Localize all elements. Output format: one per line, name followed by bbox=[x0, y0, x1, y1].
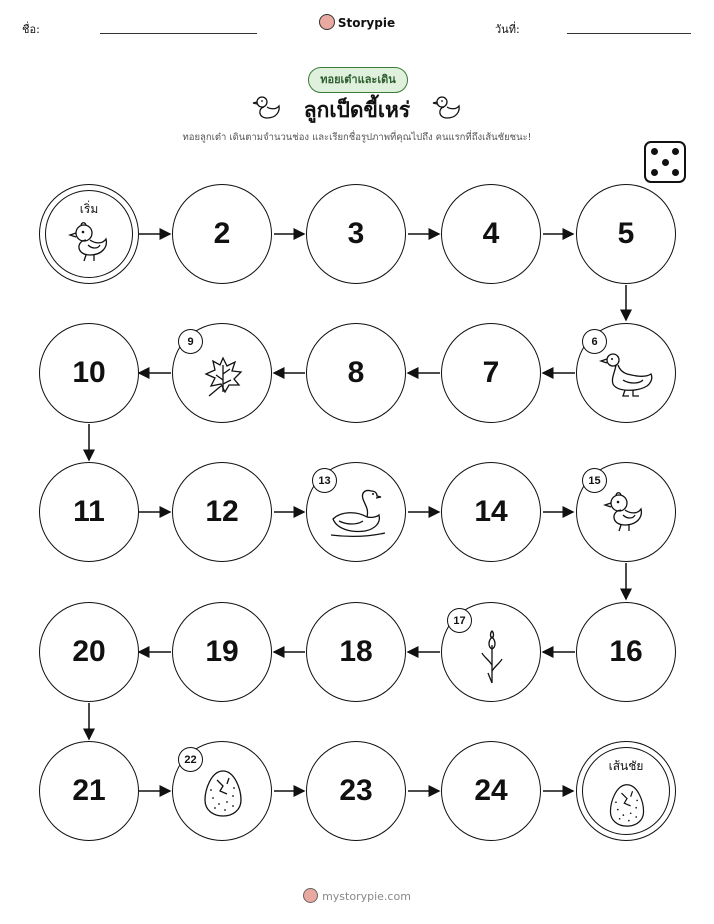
space-8[interactable] bbox=[306, 323, 406, 423]
space-5[interactable] bbox=[576, 184, 676, 284]
game-type-pill: ทอยเต๋าและเดิน bbox=[308, 67, 408, 93]
space-badge: 13 bbox=[312, 468, 337, 493]
space-9[interactable] bbox=[172, 323, 272, 423]
space-3[interactable] bbox=[306, 184, 406, 284]
footer bbox=[0, 888, 714, 903]
space-10[interactable] bbox=[39, 323, 139, 423]
space-number: 19 bbox=[205, 635, 239, 668]
space-11[interactable] bbox=[39, 462, 139, 562]
space-number: 4 bbox=[482, 217, 500, 250]
duckling-icon bbox=[603, 491, 649, 535]
space-23[interactable] bbox=[306, 741, 406, 841]
space-number: 5 bbox=[617, 217, 635, 250]
reed-icon bbox=[478, 625, 506, 685]
space-17[interactable] bbox=[441, 602, 541, 702]
space-badge: 15 bbox=[582, 468, 607, 493]
space-badge: 22 bbox=[178, 747, 203, 772]
date-label: วันที่: bbox=[495, 23, 520, 36]
space-16[interactable] bbox=[576, 602, 676, 702]
space-19[interactable] bbox=[172, 602, 272, 702]
space-22[interactable] bbox=[172, 741, 272, 841]
space-number: 10 bbox=[72, 356, 106, 389]
space-number: 3 bbox=[347, 217, 365, 250]
storypie-logo-icon bbox=[303, 888, 318, 903]
finish-space[interactable] bbox=[576, 741, 676, 841]
space-number: 24 bbox=[474, 774, 508, 807]
space-6[interactable] bbox=[576, 323, 676, 423]
space-number: 12 bbox=[205, 495, 239, 528]
space-badge: 9 bbox=[178, 329, 203, 354]
egg-icon bbox=[203, 768, 243, 818]
space-number: 23 bbox=[339, 774, 373, 807]
swan-icon bbox=[327, 485, 389, 539]
space-14[interactable] bbox=[441, 462, 541, 562]
space-20[interactable] bbox=[39, 602, 139, 702]
space-4[interactable] bbox=[441, 184, 541, 284]
start-label: เริ่ม bbox=[79, 202, 99, 216]
instructions: ทอยลูกเต๋า เดินตามจำนวนช่อง และเรียกชื่อรูปภาพที่คุณไปถึง คนแรกที่ถึงเส้นชัยชนะ! bbox=[182, 132, 532, 143]
space-24[interactable] bbox=[441, 741, 541, 841]
space-badge: 17 bbox=[447, 608, 472, 633]
space-number: 20 bbox=[72, 635, 106, 668]
space-15[interactable] bbox=[576, 462, 676, 562]
space-7[interactable] bbox=[441, 323, 541, 423]
egg-icon bbox=[608, 782, 646, 828]
finish-label: เส้นชัย bbox=[608, 759, 644, 773]
space-2[interactable] bbox=[172, 184, 272, 284]
space-12[interactable] bbox=[172, 462, 272, 562]
space-number: 2 bbox=[213, 217, 231, 250]
start-space[interactable] bbox=[39, 184, 139, 284]
title-text: ลูกเป็ดขี้เหร่ bbox=[303, 98, 411, 122]
space-13[interactable] bbox=[306, 462, 406, 562]
duckling-icon bbox=[68, 221, 114, 265]
space-21[interactable] bbox=[39, 741, 139, 841]
space-number: 14 bbox=[474, 495, 508, 528]
leaf-icon bbox=[201, 352, 245, 398]
space-number: 7 bbox=[482, 356, 500, 389]
footer-url[interactable]: mystorypie.com bbox=[322, 890, 411, 903]
duck-icon bbox=[599, 350, 655, 402]
space-number: 18 bbox=[339, 635, 373, 668]
space-18[interactable] bbox=[306, 602, 406, 702]
space-number: 21 bbox=[72, 774, 106, 807]
space-number: 16 bbox=[609, 635, 643, 668]
brand-name: Storypie bbox=[337, 16, 396, 30]
space-number: 8 bbox=[347, 356, 365, 389]
space-badge: 6 bbox=[582, 329, 607, 354]
name-label: ชื่อ: bbox=[22, 23, 40, 36]
space-number: 11 bbox=[73, 495, 105, 528]
